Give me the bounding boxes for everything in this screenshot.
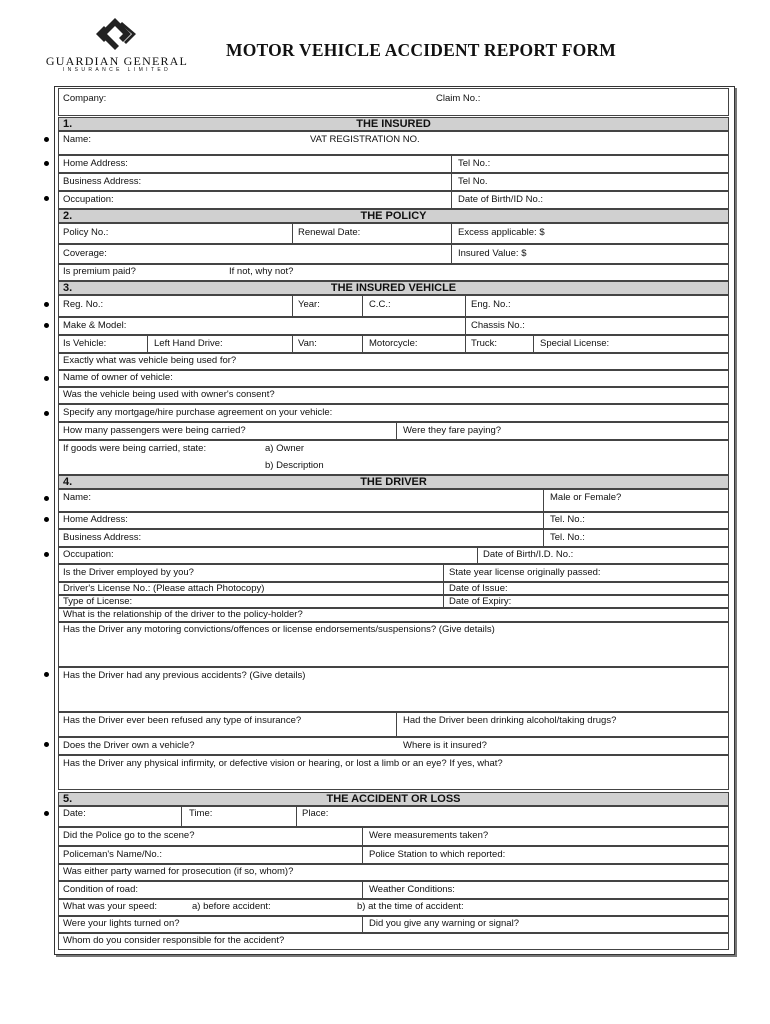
convictions-label: Has the Driver any motoring convictions/offences or license endorsements/suspensions? (Give details) — [63, 624, 495, 635]
reg-row[interactable] — [58, 295, 729, 317]
before-label: a) before accident: — [192, 901, 271, 912]
divider — [465, 296, 466, 316]
section-number: 5. — [63, 793, 73, 805]
divider — [451, 174, 452, 190]
policeman-row[interactable] — [58, 846, 729, 864]
fare-label: Were they fare paying? — [403, 425, 502, 436]
divider — [362, 917, 363, 932]
infirmity-row[interactable] — [58, 755, 729, 790]
divider — [147, 336, 148, 352]
divider — [451, 245, 452, 263]
goods-label: If goods were being carried, state: — [63, 443, 207, 454]
divider — [396, 423, 397, 439]
bullet-icon — [44, 411, 49, 416]
sex-label: Male or Female? — [550, 492, 622, 503]
goods-desc-label: b) Description — [265, 460, 324, 471]
divider — [296, 807, 297, 826]
consent-row[interactable] — [58, 387, 729, 404]
divider — [443, 583, 444, 594]
own-vehicle-row[interactable] — [58, 737, 729, 755]
driver-tel2-label: Tel. No.: — [550, 532, 585, 543]
insured-name-label: Name: — [63, 134, 91, 145]
weather-label: Weather Conditions: — [369, 884, 455, 895]
make-row[interactable] — [58, 317, 729, 335]
divider — [465, 336, 466, 352]
bullet-icon — [44, 496, 49, 501]
section-number: 2. — [63, 210, 73, 222]
used-for-label: Exactly what was vehicle being used for? — [63, 355, 237, 366]
road-row[interactable] — [58, 881, 729, 899]
bullet-icon — [44, 552, 49, 557]
insured-value-label: Insured Value: $ — [458, 248, 527, 259]
divider — [181, 807, 182, 826]
driver-home-row[interactable] — [58, 512, 729, 529]
home-address-label: Home Address: — [63, 158, 128, 169]
section-title: THE DRIVER — [360, 476, 427, 488]
owner-row[interactable] — [58, 370, 729, 387]
owner-label: Name of owner of vehicle: — [63, 372, 173, 383]
prosecution-row[interactable] — [58, 864, 729, 881]
reg-no-label: Reg. No.: — [63, 299, 104, 310]
section-number: 4. — [63, 476, 73, 488]
bullet-icon — [44, 742, 49, 747]
vehicle-type-row[interactable] — [58, 335, 729, 353]
driver-home-label: Home Address: — [63, 514, 128, 525]
lights-row[interactable] — [58, 916, 729, 933]
divider — [362, 296, 363, 316]
dob-label: Date of Birth/ID No.: — [458, 194, 544, 205]
year-label: Year: — [298, 299, 320, 310]
bullet-icon — [44, 672, 49, 677]
at-time-label: b) at the time of accident: — [357, 901, 464, 912]
employed-label: Is the Driver employed by you? — [63, 567, 194, 578]
license-type-row[interactable] — [58, 595, 729, 608]
brand-subtitle: INSURANCE LIMITED — [62, 67, 172, 73]
is-vehicle-label: Is Vehicle: — [63, 338, 107, 349]
speed-row[interactable] — [58, 899, 729, 916]
insured-home-row[interactable] — [58, 155, 729, 173]
bullet-icon — [44, 376, 49, 381]
divider — [543, 490, 544, 511]
own-vehicle-label: Does the Driver own a vehicle? — [63, 740, 195, 751]
policy-no-label: Policy No.: — [63, 227, 109, 238]
date-row[interactable] — [58, 806, 729, 827]
van-label: Van: — [298, 338, 317, 349]
section-title: THE POLICY — [360, 210, 427, 222]
make-model-label: Make & Model: — [63, 320, 127, 331]
section-insured-header — [58, 117, 729, 131]
business-address-label: Business Address: — [63, 176, 142, 187]
issue-label: Date of Issue: — [449, 583, 508, 594]
relationship-row[interactable] — [58, 608, 729, 622]
bullet-icon — [44, 137, 49, 142]
divider — [292, 296, 293, 316]
police-scene-row[interactable] — [58, 827, 729, 846]
divider — [543, 513, 544, 528]
divider — [477, 548, 478, 563]
company-label: Company: — [63, 93, 107, 104]
accidents-label: Has the Driver had any previous accidents? (Give details) — [63, 670, 306, 681]
relationship-label: What is the relationship of the driver to the policy-holder? — [63, 609, 303, 620]
divider — [396, 713, 397, 736]
driver-name-row[interactable] — [58, 489, 729, 512]
employed-row[interactable] — [58, 564, 729, 582]
policeman-label: Policeman's Name/No.: — [63, 849, 162, 860]
policy-no-row[interactable] — [58, 223, 729, 244]
divider — [443, 596, 444, 607]
page-title: MOTOR VEHICLE ACCIDENT REPORT FORM — [226, 40, 616, 60]
divider — [465, 318, 466, 334]
divider — [362, 882, 363, 898]
measurements-label: Were measurements taken? — [369, 830, 489, 841]
motorcycle-label: Motorcycle: — [369, 338, 418, 349]
used-for-row[interactable] — [58, 353, 729, 370]
section-number: 3. — [63, 282, 73, 294]
refused-label: Has the Driver ever been refused any type of insurance? — [63, 715, 302, 726]
license-no-row[interactable] — [58, 582, 729, 595]
insured-name-row[interactable] — [58, 131, 729, 155]
company-row[interactable] — [58, 88, 729, 116]
driver-dob-label: Date of Birth/I.D. No.: — [483, 549, 574, 560]
premium-row[interactable] — [58, 264, 729, 281]
mortgage-label: Specify any mortgage/hire purchase agreement on your vehicle: — [63, 407, 333, 418]
company-logo — [92, 16, 138, 52]
divider — [362, 828, 363, 845]
divider — [451, 156, 452, 172]
bullet-icon — [44, 302, 49, 307]
passengers-row[interactable] — [58, 422, 729, 440]
truck-label: Truck: — [471, 338, 498, 349]
brand-name: GUARDIAN GENERAL — [45, 54, 189, 68]
lhd-label: Left Hand Drive: — [154, 338, 223, 349]
occupation-label: Occupation: — [63, 194, 114, 205]
coverage-label: Coverage: — [63, 248, 107, 259]
renewal-date-label: Renewal Date: — [298, 227, 361, 238]
cc-label: C.C.: — [369, 299, 391, 310]
road-label: Condition of road: — [63, 884, 138, 895]
accidents-row[interactable] — [58, 667, 729, 712]
section-title: THE INSURED VEHICLE — [330, 282, 457, 294]
police-scene-label: Did the Police go to the scene? — [63, 830, 195, 841]
lights-label: Were your lights turned on? — [63, 918, 180, 929]
where-insured-label: Where is it insured? — [403, 740, 487, 751]
tel-label: Tel No. — [458, 176, 488, 187]
drinking-label: Had the Driver been drinking alcohol/taking drugs? — [403, 715, 617, 726]
bullet-icon — [44, 517, 49, 522]
divider — [451, 192, 452, 208]
divider — [292, 336, 293, 352]
tel-label: Tel No.: — [458, 158, 491, 169]
excess-label: Excess applicable: $ — [458, 227, 545, 238]
expiry-label: Date of Expiry: — [449, 596, 512, 607]
section-accident-header — [58, 792, 729, 806]
warning-label: Did you give any warning or signal? — [369, 918, 519, 929]
consent-label: Was the vehicle being used with owner's consent? — [63, 389, 275, 400]
section-driver-header — [58, 475, 729, 489]
section-policy-header — [58, 209, 729, 223]
license-year-label: State year license originally passed: — [449, 567, 601, 578]
convictions-row[interactable] — [58, 622, 729, 667]
speed-label: What was your speed: — [63, 901, 157, 912]
premium-label: Is premium paid? — [63, 266, 136, 277]
refused-row[interactable] — [58, 712, 729, 737]
responsible-row[interactable] — [58, 933, 729, 950]
driver-business-label: Business Address: — [63, 532, 142, 543]
divider — [451, 224, 452, 243]
driver-business-row[interactable] — [58, 529, 729, 547]
section-number: 1. — [63, 118, 73, 130]
driver-occupation-row[interactable] — [58, 547, 729, 564]
vat-label: VAT REGISTRATION NO. — [310, 134, 420, 145]
insured-business-row[interactable] — [58, 173, 729, 191]
divider — [362, 847, 363, 863]
bullet-icon — [44, 196, 49, 201]
driver-occupation-label: Occupation: — [63, 549, 114, 560]
bullet-icon — [44, 811, 49, 816]
eng-no-label: Eng. No.: — [471, 299, 511, 310]
driver-tel-label: Tel. No.: — [550, 514, 585, 525]
coverage-row[interactable] — [58, 244, 729, 264]
if-not-label: If not, why not? — [229, 266, 294, 277]
license-type-label: Type of License: — [63, 596, 133, 607]
infirmity-label: Has the Driver any physical infirmity, or defective vision or hearing, or lost a limb or an eye? If yes, what? — [63, 758, 503, 769]
bullet-icon — [44, 161, 49, 166]
prosecution-label: Was either party warned for prosecution (if so, whom)? — [63, 866, 294, 877]
divider — [543, 530, 544, 546]
divider — [443, 565, 444, 581]
goods-owner-label: a) Owner — [265, 443, 305, 454]
date-label: Date: — [63, 808, 86, 819]
time-label: Time: — [189, 808, 213, 819]
license-no-label: Driver's License No.: (Please attach Photocopy) — [63, 583, 265, 594]
divider — [292, 224, 293, 243]
passengers-label: How many passengers were being carried? — [63, 425, 246, 436]
place-label: Place: — [302, 808, 329, 819]
mortgage-row[interactable] — [58, 404, 729, 422]
divider — [362, 336, 363, 352]
section-vehicle-header — [58, 281, 729, 295]
responsible-label: Whom do you consider responsible for the accident? — [63, 935, 285, 946]
claim-no-label: Claim No.: — [436, 93, 481, 104]
special-license-label: Special License: — [540, 338, 610, 349]
bullet-icon — [44, 323, 49, 328]
station-label: Police Station to which reported: — [369, 849, 506, 860]
divider — [533, 336, 534, 352]
driver-name-label: Name: — [63, 492, 91, 503]
section-title: THE ACCIDENT OR LOSS — [326, 793, 461, 805]
insured-occupation-row[interactable] — [58, 191, 729, 209]
chassis-label: Chassis No.: — [471, 320, 525, 331]
section-title: THE INSURED — [356, 118, 431, 130]
goods-row[interactable] — [58, 440, 729, 475]
